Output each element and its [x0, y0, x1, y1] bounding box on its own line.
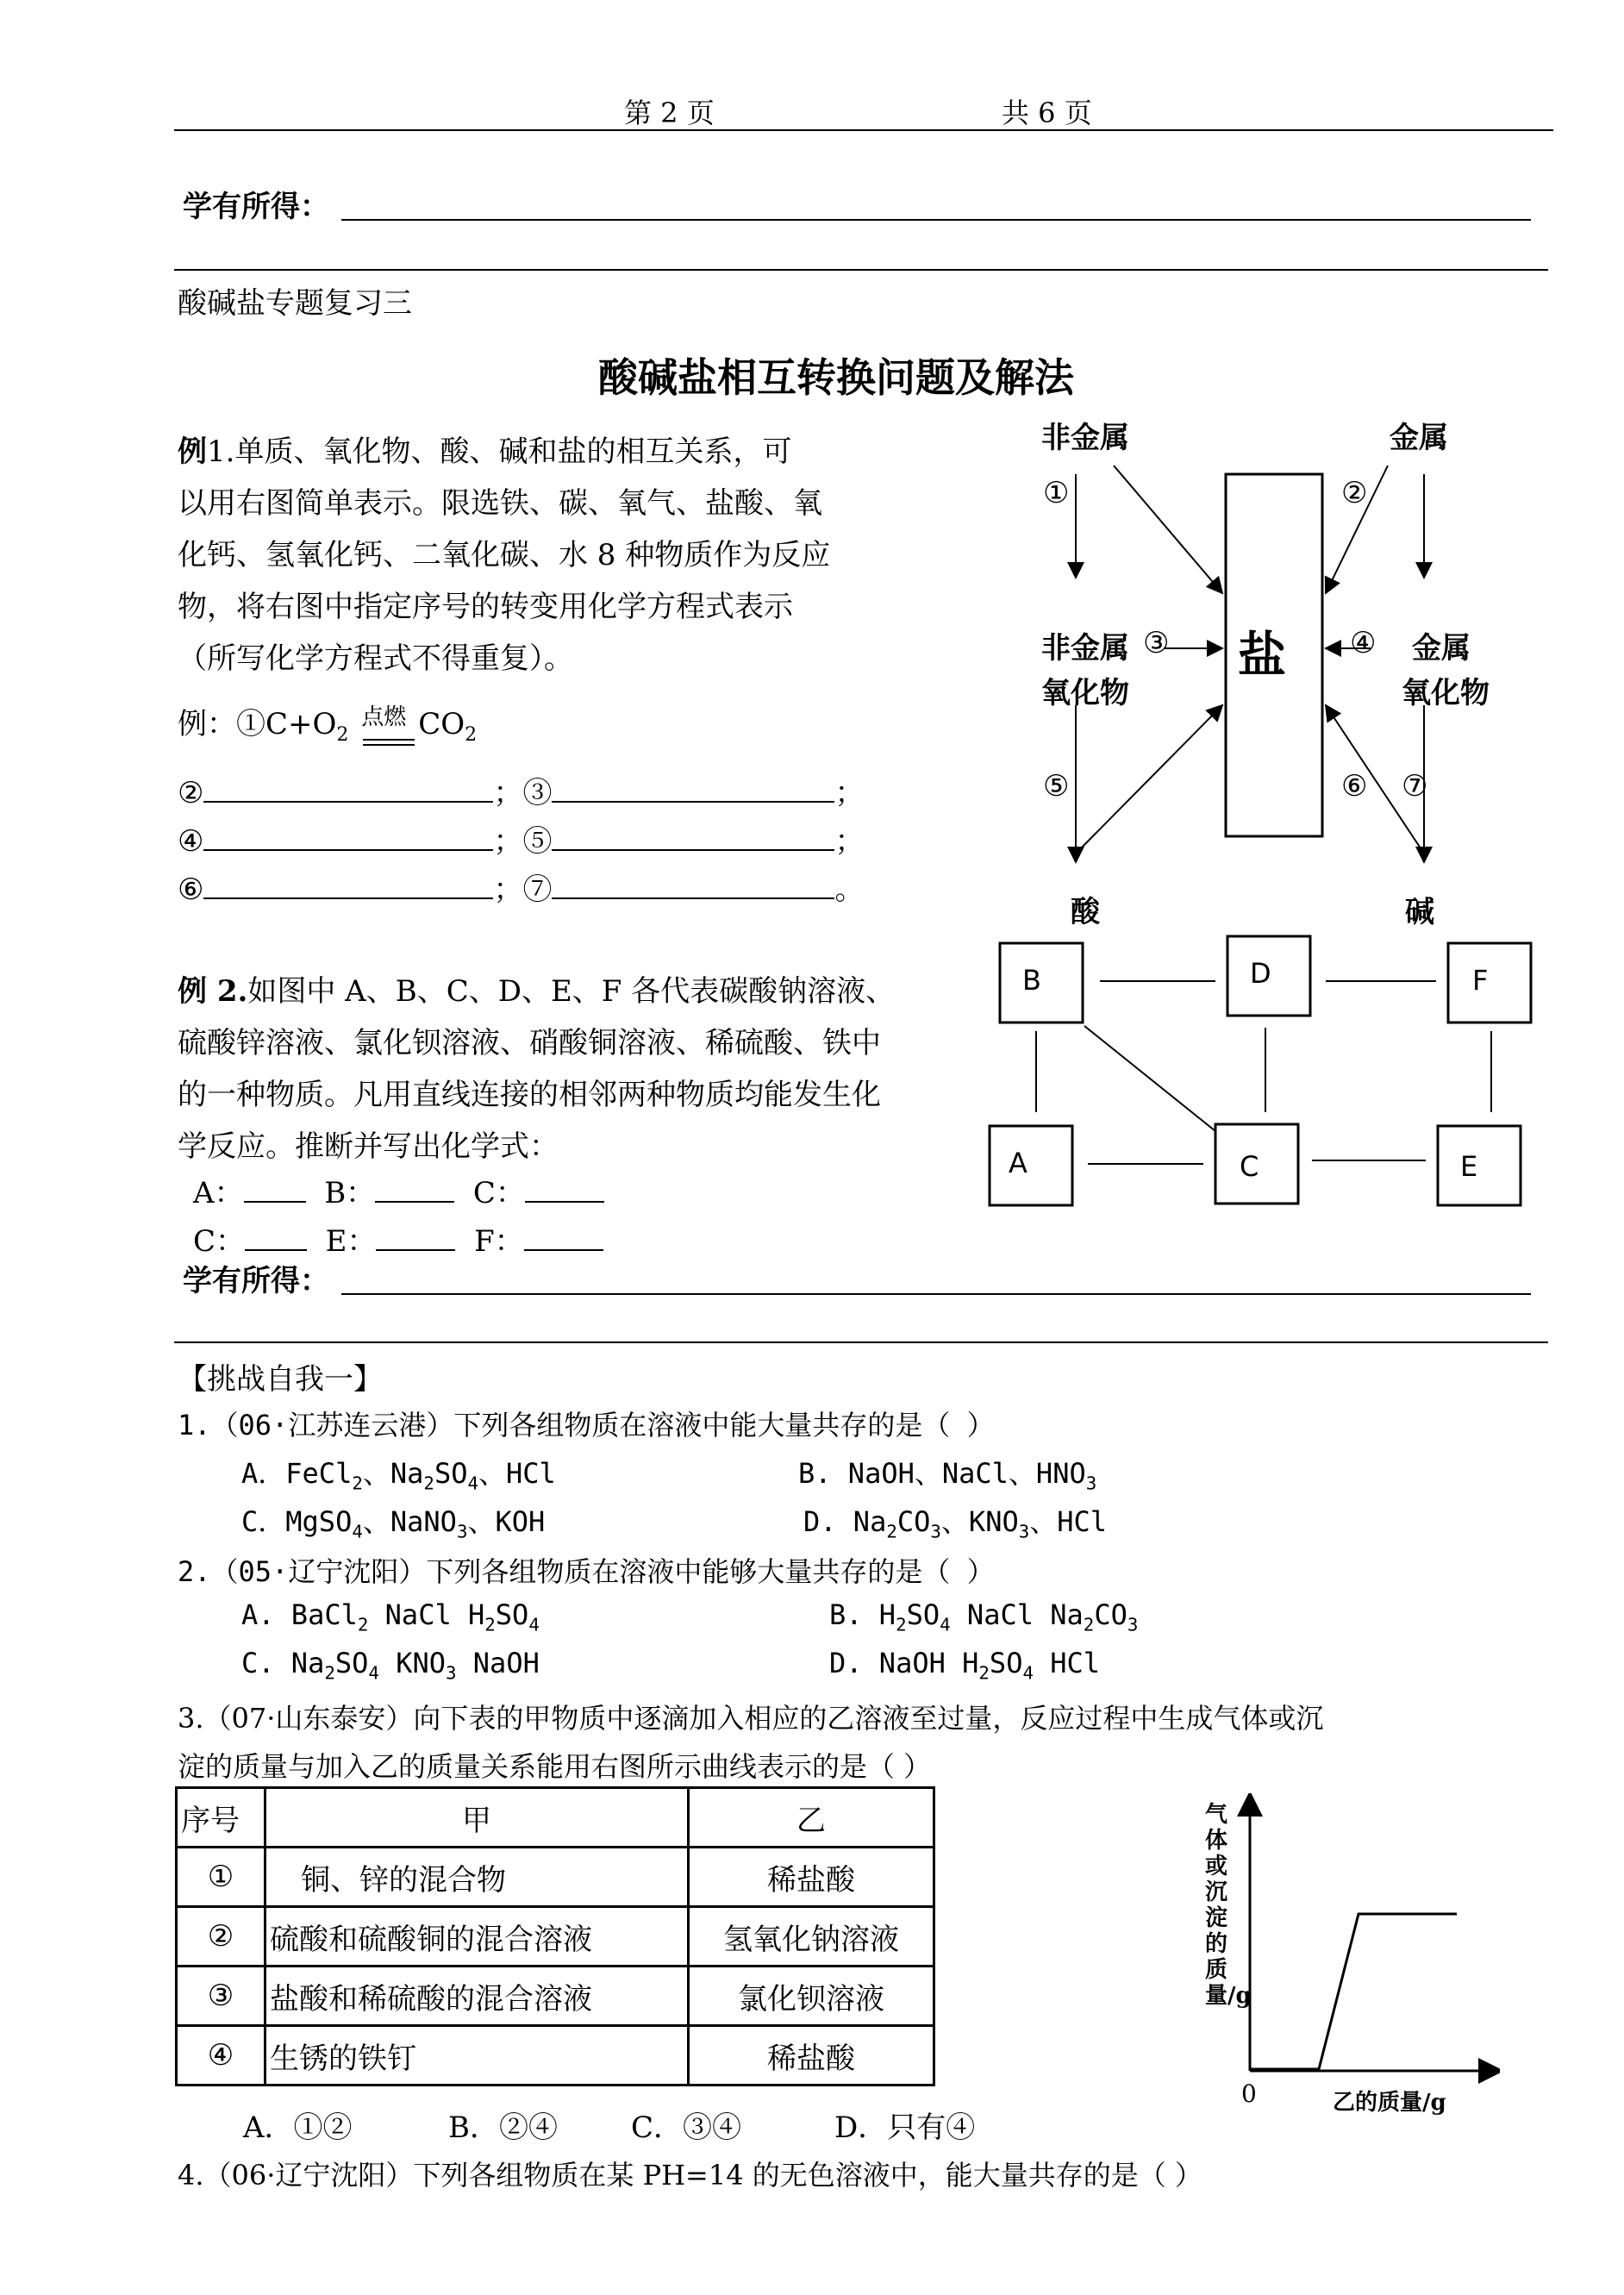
main-title: 酸碱盐相互转换问题及解法 — [598, 354, 1074, 401]
example2-text: 例 2.如图中 A、B、C、D、E、F 各代表碳酸钠溶液、 硫酸锌溶液、氯化钡溶液、硝酸铜溶液、稀硫酸、铁中 的一种物质。凡用直线连接的相邻两种物质均能发生化 学反应。推断并写出化学式： — [178, 974, 896, 1164]
section-rule — [174, 269, 1548, 271]
q3-stem-2: 淀的质量与加入乙的质量关系能用右图所示曲线表示的是（ ） — [178, 1750, 932, 1783]
node-nonmetal: 非金属 — [1041, 421, 1129, 455]
q2-option-c: C. $Na_2SO_4$ $KNO_3$ NaOH — [241, 1647, 540, 1684]
page-number: 第 2 页 — [624, 97, 715, 129]
node-e: E — [1460, 1150, 1478, 1183]
node-a: A — [1009, 1147, 1027, 1179]
q2-option-b: B. $H_2SO_4$ NaCl $Na_2CO_3$ — [829, 1598, 1139, 1635]
node-metal: 金属 — [1390, 421, 1448, 455]
example1-text: 例1.单质、氧化物、酸、碱和盐的相互关系，可 以用右图简单表示。限选铁、碳、氧气、盐酸、氧 化钙、氢氧化钙、二氧化碳、水 8 种物质作为反应 物，将右图中指定序号的转变用化学方程式表示 （所写化学方程式不得重复）。 — [178, 435, 831, 676]
q1-stem: 1.（06·江苏连云港）下列各组物质在溶液中能大量共存的是（ ） — [178, 1409, 995, 1441]
arrow-label-7: ⑦ — [1402, 769, 1428, 804]
example1-equation: 例：$①C+O_2$ 点燃 $CO_2$ — [178, 704, 478, 746]
q1-option-b: B. NaOH、NaCl、$HNO_3$ — [798, 1457, 1097, 1494]
learned-line-2 — [341, 1293, 1531, 1295]
example2-answers: A： B： C： C： E： F： — [193, 1169, 604, 1266]
q3-graph-xlabel: 乙的质量/g — [1333, 2090, 1446, 2116]
node-metal-oxide: 金属 氧化物 — [1402, 631, 1490, 710]
node-b: B — [1022, 964, 1041, 997]
node-c: C — [1240, 1150, 1259, 1183]
header-rule — [174, 129, 1553, 131]
arrow-label-3: ③ — [1143, 626, 1170, 660]
total-pages: 共 6 页 — [1002, 97, 1092, 129]
series-title: 酸碱盐专题复习三 — [178, 286, 412, 321]
arrow-label-1: ① — [1043, 476, 1070, 510]
node-nonmetal-oxide: 非金属 氧化物 — [1041, 631, 1129, 710]
q3-option-b: B．②④ — [448, 2111, 558, 2145]
q1-option-c: C．MgSO$_4$、NaNO$_3$、KOH — [241, 1505, 546, 1542]
arrow-label-4: ④ — [1350, 626, 1377, 660]
q4-stem: 4.（06·辽宁沈阳）下列各组物质在某 PH=14 的无色溶液中，能大量共存的是（ ） — [178, 2159, 1202, 2192]
section-rule-2 — [174, 1341, 1548, 1343]
example1-label: 例 — [178, 435, 207, 469]
table-row: ④ 生锈的铁钉 稀盐酸 — [177, 2026, 934, 2086]
node-f: F — [1472, 964, 1489, 997]
arrow-label-5: ⑤ — [1043, 769, 1070, 804]
challenge-title: 【挑战自我一】 — [178, 1362, 383, 1397]
q3-graph — [1190, 1793, 1500, 2104]
q3-stem-1: 3.（07·山东泰安）向下表的甲物质中逐滴加入相应的乙溶液至过量，反应过程中生成气体或沉 — [178, 1702, 1324, 1735]
q3-option-d: D．只有④ — [834, 2111, 976, 2145]
example1-blanks: ② ；③ ； ④ ；⑤ ； ⑥ ；⑦ 。 — [178, 776, 865, 907]
node-salt: 盐 — [1238, 628, 1286, 684]
node-d: D — [1250, 957, 1271, 990]
node-base: 碱 — [1405, 895, 1434, 929]
q3-graph-ylabel: 气体或沉淀的质量/g — [1205, 1802, 1252, 2009]
table-row: 序号 甲 乙 — [177, 1788, 934, 1848]
q2-option-a: A. BaCl$_2$ NaCl $H_2SO_4$ — [241, 1598, 540, 1635]
q3-graph-origin: 0 — [1241, 2079, 1257, 2108]
learned-label: 学有所得： — [183, 190, 329, 224]
q2-stem: 2.（05·辽宁沈阳）下列各组物质在溶液中能够大量共存的是（ ） — [178, 1555, 995, 1588]
q1-option-d: D. $Na_2CO_3$、$KNO_3$、HCl — [803, 1505, 1108, 1542]
example2-label: 例 2. — [178, 974, 248, 1009]
q3-option-a: A．①② — [243, 2111, 353, 2145]
arrow-label-2: ② — [1341, 476, 1368, 510]
arrow-label-6: ⑥ — [1341, 769, 1368, 804]
table-row: ③ 盐酸和稀硫酸的混合溶液 氯化钡溶液 — [177, 1967, 934, 2026]
q3-option-c: C．③④ — [631, 2111, 742, 2145]
learned-label-2: 学有所得： — [183, 1264, 329, 1298]
q3-table — [175, 1786, 935, 2086]
q1-option-a: A．FeCl$_2$、$Na_2SO_4$、HCl — [241, 1457, 556, 1494]
q2-option-d: D. NaOH $H_2SO_4$ HCl — [829, 1647, 1101, 1684]
table-row: ① 铜、锌的混合物 稀盐酸 — [177, 1848, 934, 1907]
table-row: ② 硫酸和硫酸铜的混合溶液 氢氧化钠溶液 — [177, 1907, 934, 1967]
learned-line — [341, 219, 1531, 221]
node-acid: 酸 — [1071, 895, 1100, 929]
